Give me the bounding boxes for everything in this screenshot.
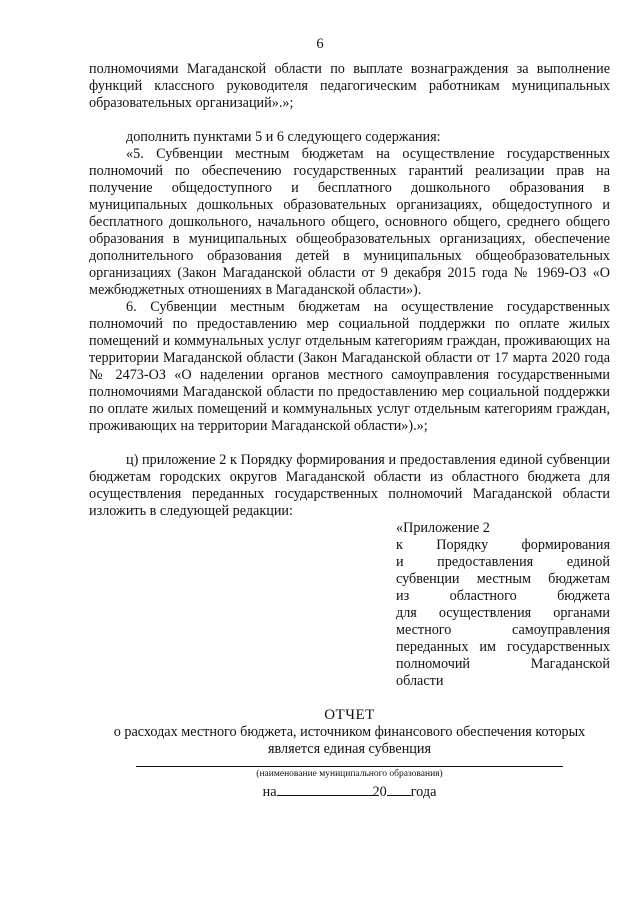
date-year-prefix: 20	[372, 784, 387, 800]
spacer	[89, 112, 610, 129]
document-body	[89, 61, 610, 801]
report-date-line	[89, 783, 610, 801]
appendix-line: переданных им государственных	[396, 639, 610, 655]
appendix-line: местного самоуправления	[396, 622, 610, 638]
page-number: 6	[316, 36, 324, 52]
appendix-header	[396, 520, 610, 690]
date-suffix: года	[410, 784, 437, 800]
appendix-line: субвенции местным бюджетам	[396, 571, 610, 587]
municipality-name-caption: (наименование муниципального образования)	[256, 769, 443, 779]
appendix-line: «Приложение 2	[396, 520, 490, 536]
report-subtitle: о расходах местного бюджета, источником финансового обеспечения которых	[113, 724, 586, 740]
report-title: ОТЧЕТ	[324, 707, 375, 723]
paragraph-item-6: 6. Субвенции местным бюджетам на осуществление государственных полномочий по предоставлению мер социальной поддержки по оплате жилых помещений и коммунальных услуг отдельным категориям граждан, проживающих на территории Магаданской области (Закон Магаданской области от 17 марта 2020 года № 2473-ОЗ «О наделении органов местного самоуправления государственными полномочиями Магаданской области по предоставлению мер социальной поддержки по оплате жилых помещений и коммунальных услуг отдельным категориям граждан, проживающих на территории Магаданской области»).»;	[89, 299, 610, 434]
spacer	[89, 690, 610, 707]
paragraph-amendment-intro: дополнить пунктами 5 и 6 следующего содержания:	[126, 129, 441, 145]
spacer	[89, 435, 610, 452]
date-blank	[277, 783, 373, 796]
paragraph-item-5: «5. Субвенции местным бюджетам на осуществление государственных полномочий по обеспечению государственных гарантий реализации прав на получение общедоступного и бесплатного дошкольного образования в муниципальных дошкольных образовательных организациях, общедоступного и бесплатного дошкольного, начального общего, основного общего, среднего общего образования в муниципальных общеобразовательных организациях, обеспечение дополнительного образования детей в муниципальных общеобразовательных организациях (Закон Магаданской области от 9 декабря 2015 года № 1969-ОЗ «О межбюджетных отношениях в Магаданской области»).	[89, 146, 610, 298]
municipality-name-line	[136, 758, 563, 767]
appendix-line: из областного бюджета	[396, 588, 610, 604]
date-prefix: на	[262, 784, 277, 800]
appendix-line: полномочий Магаданской	[396, 656, 610, 672]
appendix-line: для осуществления органами	[396, 605, 610, 621]
report-subtitle: является единая субвенция	[267, 741, 432, 757]
year-blank	[387, 783, 411, 796]
paragraph-continuation: полномочиями Магаданской области по выплате вознаграждения за выполнение функций классного руководителя педагогическим работникам муниципальных образовательных организаций».»;	[89, 61, 610, 111]
appendix-line: области	[396, 673, 444, 689]
appendix-line: к Порядку формирования	[396, 537, 610, 553]
paragraph-item-ts: ц) приложение 2 к Порядку формирования и предоставления единой субвенции бюджетам городских округов Магаданской области из областного бюджета для осуществления переданных государственных полномочий Магаданской области изложить в следующей редакции:	[89, 452, 610, 519]
appendix-line: и предоставления единой	[396, 554, 610, 570]
